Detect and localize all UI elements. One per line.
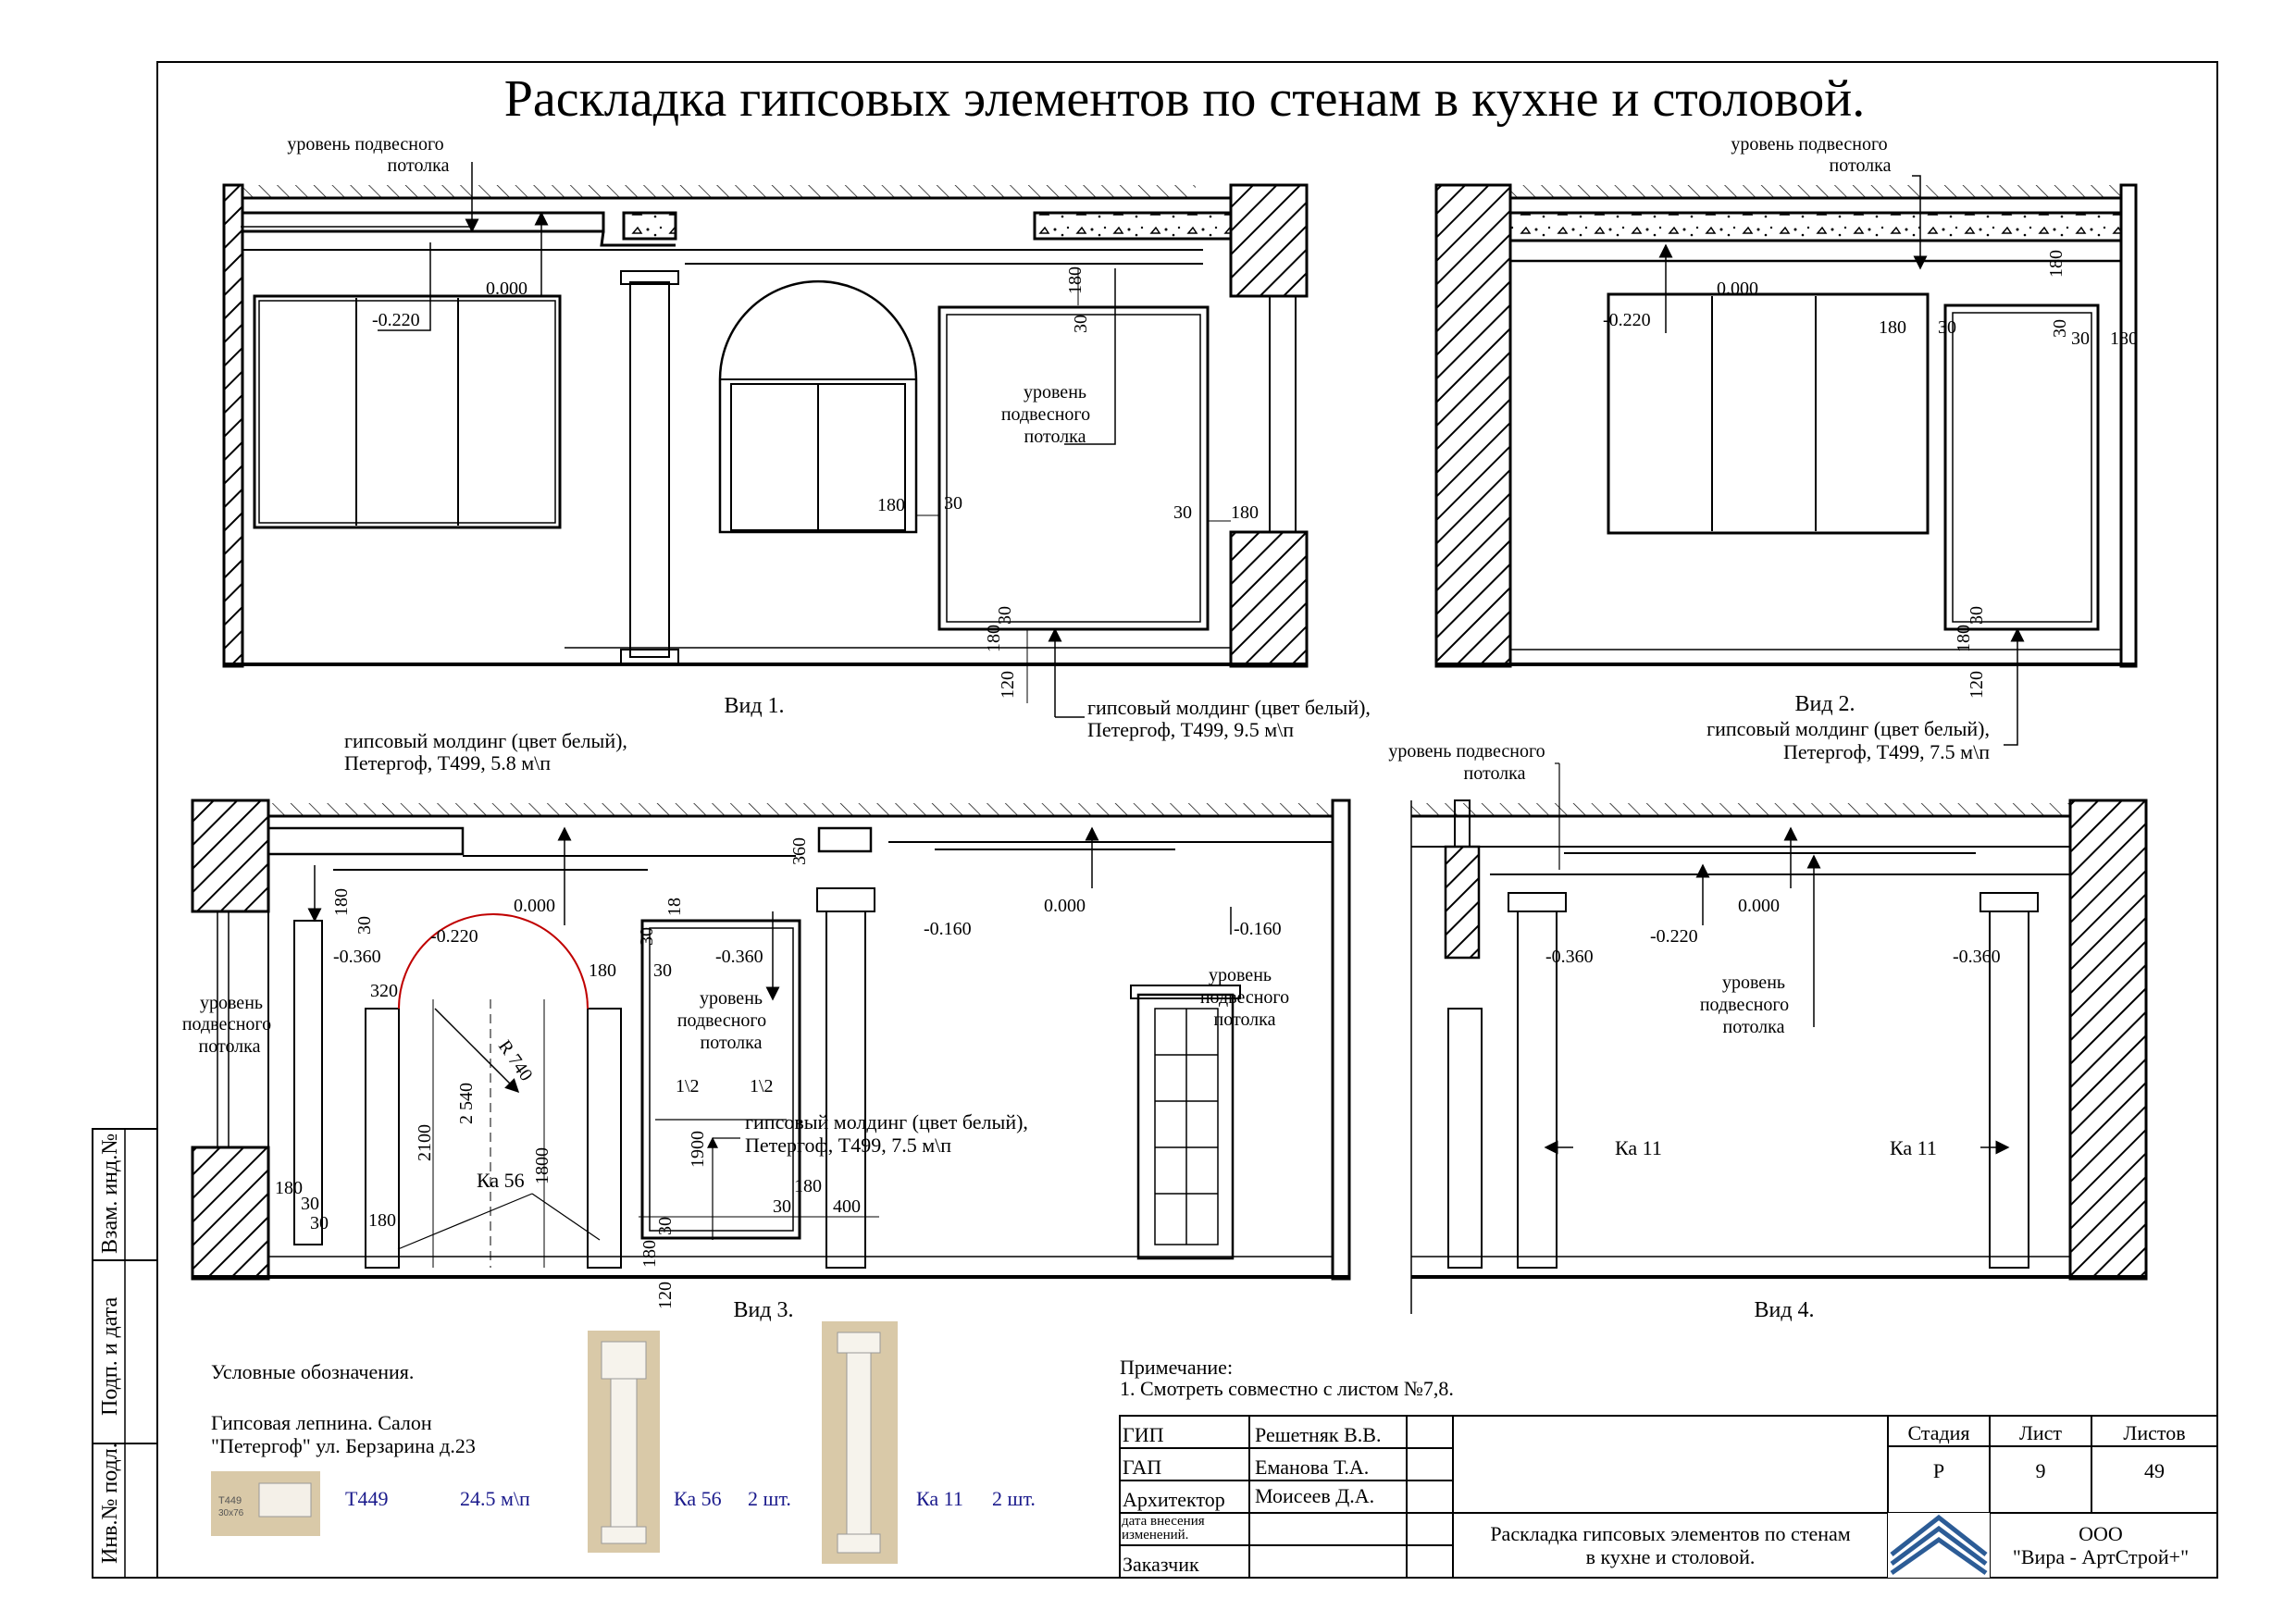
sidebar-sign-date: Подп. и дата bbox=[98, 1296, 122, 1416]
view-2-elevation bbox=[1436, 176, 2136, 745]
svg-text:-0.220: -0.220 bbox=[430, 926, 478, 947]
v3-caption: Вид 3. bbox=[733, 1298, 794, 1322]
svg-text:320: 320 bbox=[370, 981, 398, 1001]
svg-text:потолка: потолка bbox=[1463, 763, 1526, 784]
svg-text:1\2: 1\2 bbox=[676, 1076, 700, 1096]
sheet-frame bbox=[157, 62, 2217, 1578]
svg-text:30: 30 bbox=[301, 1194, 319, 1214]
svg-text:-0.360: -0.360 bbox=[333, 947, 381, 967]
svg-text:180: 180 bbox=[1231, 502, 1259, 523]
svg-text:0.000: 0.000 bbox=[514, 896, 555, 916]
svg-text:30: 30 bbox=[995, 606, 1015, 625]
v3-arch-arc bbox=[399, 914, 588, 1009]
sheets-value: 49 bbox=[2144, 1459, 2165, 1482]
svg-text:30: 30 bbox=[1967, 606, 1987, 625]
v1-level-220: -0.220 bbox=[372, 310, 420, 330]
legend bbox=[211, 1321, 1036, 1564]
svg-text:30: 30 bbox=[2050, 319, 2070, 338]
svg-text:30: 30 bbox=[773, 1196, 791, 1217]
svg-text:уровень: уровень bbox=[199, 993, 264, 1013]
legend-code-t449: Т449 bbox=[345, 1487, 389, 1510]
org-1: ООО bbox=[2079, 1522, 2123, 1545]
svg-text:180: 180 bbox=[589, 960, 616, 981]
sheet-value: 9 bbox=[2035, 1459, 2046, 1482]
view-1-elevation bbox=[224, 162, 1307, 717]
svg-text:Петергоф, Т499, 7.5 м\п: Петергоф, Т499, 7.5 м\п bbox=[745, 1134, 952, 1157]
svg-text:Петергоф, Т499, 9.5 м\п: Петергоф, Т499, 9.5 м\п bbox=[1087, 718, 1295, 741]
svg-text:30: 30 bbox=[637, 927, 657, 946]
svg-text:18: 18 bbox=[664, 898, 685, 916]
svg-text:180: 180 bbox=[1879, 317, 1906, 338]
v2-level-0: 0.000 bbox=[1717, 279, 1758, 299]
title-block-text bbox=[1122, 1421, 2189, 1576]
v1-caption: Вид 1. bbox=[724, 694, 785, 718]
svg-text:2100: 2100 bbox=[415, 1124, 435, 1161]
view-4-labels bbox=[1388, 741, 2000, 1322]
note-heading: Примечание: bbox=[1120, 1356, 1234, 1379]
svg-text:30: 30 bbox=[1173, 502, 1192, 523]
name-arch: Моисеев Д.А. bbox=[1255, 1484, 1375, 1507]
name-gip: Решетняк В.В. bbox=[1255, 1423, 1382, 1446]
svg-text:уровень: уровень bbox=[1208, 965, 1272, 985]
svg-text:30: 30 bbox=[655, 1217, 676, 1235]
sheet-title-2: в кухне и столовой. bbox=[1585, 1545, 1756, 1568]
stage-header: Стадия bbox=[1907, 1421, 1970, 1444]
svg-text:180: 180 bbox=[639, 1240, 660, 1268]
svg-text:120: 120 bbox=[998, 671, 1018, 699]
svg-text:потолка: потолка bbox=[1829, 155, 1892, 176]
svg-text:1800: 1800 bbox=[532, 1147, 552, 1184]
svg-text:Ка 11: Ка 11 bbox=[1615, 1136, 1662, 1159]
svg-text:потолка: потолка bbox=[1213, 1010, 1276, 1030]
note-line: 1. Смотреть совместно с листом №7,8. bbox=[1120, 1377, 1454, 1400]
svg-text:400: 400 bbox=[833, 1196, 861, 1217]
svg-text:-0.360: -0.360 bbox=[1953, 947, 2001, 967]
sheet-title-1: Раскладка гипсовых элементов по стенам bbox=[1490, 1522, 1851, 1545]
svg-text:подвесного: подвесного bbox=[676, 1010, 767, 1031]
svg-text:180: 180 bbox=[331, 888, 352, 916]
svg-text:уровень: уровень bbox=[1023, 382, 1087, 403]
v2-caption: Вид 2. bbox=[1794, 692, 1855, 716]
svg-text:30: 30 bbox=[944, 493, 962, 514]
svg-text:1900: 1900 bbox=[688, 1131, 708, 1168]
svg-text:Петергоф, Т499, 7.5 м\п: Петергоф, Т499, 7.5 м\п bbox=[1782, 740, 1990, 763]
svg-text:30: 30 bbox=[310, 1213, 329, 1233]
v2-molding-note: гипсовый молдинг (цвет белый), bbox=[1706, 717, 1990, 740]
svg-text:180: 180 bbox=[1065, 266, 1086, 294]
svg-text:-0.160: -0.160 bbox=[1234, 919, 1282, 939]
svg-text:потолка: потолка bbox=[1024, 427, 1086, 447]
v3-molding-note-mid: гипсовый молдинг (цвет белый), bbox=[745, 1110, 1028, 1134]
legend-code-ka11: Ка 11 bbox=[916, 1487, 963, 1510]
svg-text:180: 180 bbox=[275, 1178, 303, 1198]
svg-text:180: 180 bbox=[794, 1176, 822, 1196]
svg-text:-0.360: -0.360 bbox=[715, 947, 763, 967]
svg-text:180: 180 bbox=[984, 625, 1004, 652]
svg-text:180: 180 bbox=[877, 495, 905, 515]
svg-text:Ка 11: Ка 11 bbox=[1890, 1136, 1937, 1159]
legend-code-ka56: Ка 56 bbox=[674, 1487, 722, 1510]
v2-level-220: -0.220 bbox=[1603, 310, 1651, 330]
svg-text:120: 120 bbox=[1967, 671, 1987, 699]
svg-text:30: 30 bbox=[1938, 317, 1956, 338]
role-gip: ГИП bbox=[1123, 1423, 1164, 1446]
v1-ceiling-label: уровень подвесного bbox=[287, 134, 444, 155]
sidebar-inv-orig: Инв.№ подл. bbox=[98, 1443, 122, 1564]
svg-text:30: 30 bbox=[1071, 315, 1091, 333]
svg-text:180: 180 bbox=[2046, 250, 2066, 278]
view-3-elevation bbox=[192, 800, 1349, 1279]
svg-text:180: 180 bbox=[368, 1210, 396, 1231]
svg-text:уровень: уровень bbox=[699, 988, 763, 1009]
legend-qty-ka56: 2 шт. bbox=[748, 1487, 791, 1510]
name-gap: Еманова Т.А. bbox=[1255, 1456, 1370, 1479]
legend-qty-t449: 24.5 м\п bbox=[460, 1487, 530, 1510]
svg-text:-0.360: -0.360 bbox=[1545, 947, 1594, 967]
svg-text:0.000: 0.000 bbox=[1738, 896, 1780, 916]
v1-level-0: 0.000 bbox=[486, 279, 527, 299]
legend-source-2: "Петергоф" ул. Берзарина д.23 bbox=[211, 1434, 476, 1457]
svg-text:2 540: 2 540 bbox=[456, 1083, 477, 1124]
view-4-elevation bbox=[1411, 763, 2146, 1314]
legend-heading: Условные обозначения. bbox=[211, 1360, 415, 1383]
svg-text:360: 360 bbox=[789, 837, 810, 865]
svg-text:0.000: 0.000 bbox=[1044, 896, 1086, 916]
role-changes: дата внесения изменений. bbox=[1122, 1515, 1205, 1542]
svg-text:Т449: Т449 bbox=[218, 1495, 242, 1506]
view-3-labels bbox=[182, 729, 1289, 1322]
svg-text:Петергоф, Т499, 5.8 м\п: Петергоф, Т499, 5.8 м\п bbox=[344, 751, 552, 774]
svg-text:подвесного: подвесного bbox=[1199, 987, 1290, 1008]
sheets-header: Листов bbox=[2123, 1421, 2186, 1444]
svg-text:R 740: R 740 bbox=[493, 1036, 537, 1085]
svg-text:180: 180 bbox=[1954, 625, 1974, 652]
legend-qty-ka11: 2 шт. bbox=[992, 1487, 1036, 1510]
svg-text:потолка: потолка bbox=[1722, 1017, 1785, 1037]
v3-molding-note-top: гипсовый молдинг (цвет белый), bbox=[344, 729, 627, 752]
svg-text:30: 30 bbox=[2071, 328, 2090, 349]
svg-text:30: 30 bbox=[354, 916, 375, 935]
svg-text:180: 180 bbox=[2110, 328, 2138, 349]
svg-text:30: 30 bbox=[653, 960, 672, 981]
role-client: Заказчик bbox=[1123, 1553, 1199, 1576]
svg-text:Ка 56: Ка 56 bbox=[477, 1169, 525, 1192]
v4-ceiling-label: уровень подвесного bbox=[1388, 741, 1545, 762]
v4-caption: Вид 4. bbox=[1754, 1298, 1815, 1322]
svg-text:-0.220: -0.220 bbox=[1650, 926, 1698, 947]
svg-text:потолка: потолка bbox=[198, 1036, 261, 1057]
svg-text:уровень: уровень bbox=[1721, 973, 1786, 993]
sheet-header: Лист bbox=[2018, 1421, 2063, 1444]
role-gap: ГАП bbox=[1123, 1456, 1162, 1479]
org-2: "Вира - АртСтрой+" bbox=[2012, 1545, 2190, 1568]
v1-molding-note: гипсовый молдинг (цвет белый), bbox=[1087, 696, 1371, 719]
svg-text:-0.160: -0.160 bbox=[924, 919, 972, 939]
legend-source-1: Гипсовая лепнина. Салон bbox=[211, 1411, 432, 1434]
svg-text:подвесного: подвесного bbox=[1699, 995, 1790, 1015]
svg-text:30х76: 30х76 bbox=[218, 1508, 244, 1518]
svg-text:1\2: 1\2 bbox=[750, 1076, 774, 1096]
logo bbox=[1888, 1513, 1990, 1578]
sidebar-inv-zam: Взам. инд.№ bbox=[98, 1133, 122, 1254]
svg-text:потолка: потолка bbox=[387, 155, 450, 176]
role-arch: Архитектор bbox=[1123, 1488, 1225, 1511]
svg-text:потолка: потолка bbox=[700, 1033, 763, 1053]
page-title: Раскладка гипсовых элементов по стенам в кухне и столовой. bbox=[503, 70, 1866, 128]
stage-value: Р bbox=[1932, 1459, 1945, 1482]
svg-text:120: 120 bbox=[655, 1282, 676, 1309]
svg-text:подвесного: подвесного bbox=[181, 1014, 272, 1035]
v2-ceiling-label: уровень подвесного bbox=[1731, 134, 1888, 155]
svg-text:подвесного: подвесного bbox=[1000, 404, 1091, 425]
